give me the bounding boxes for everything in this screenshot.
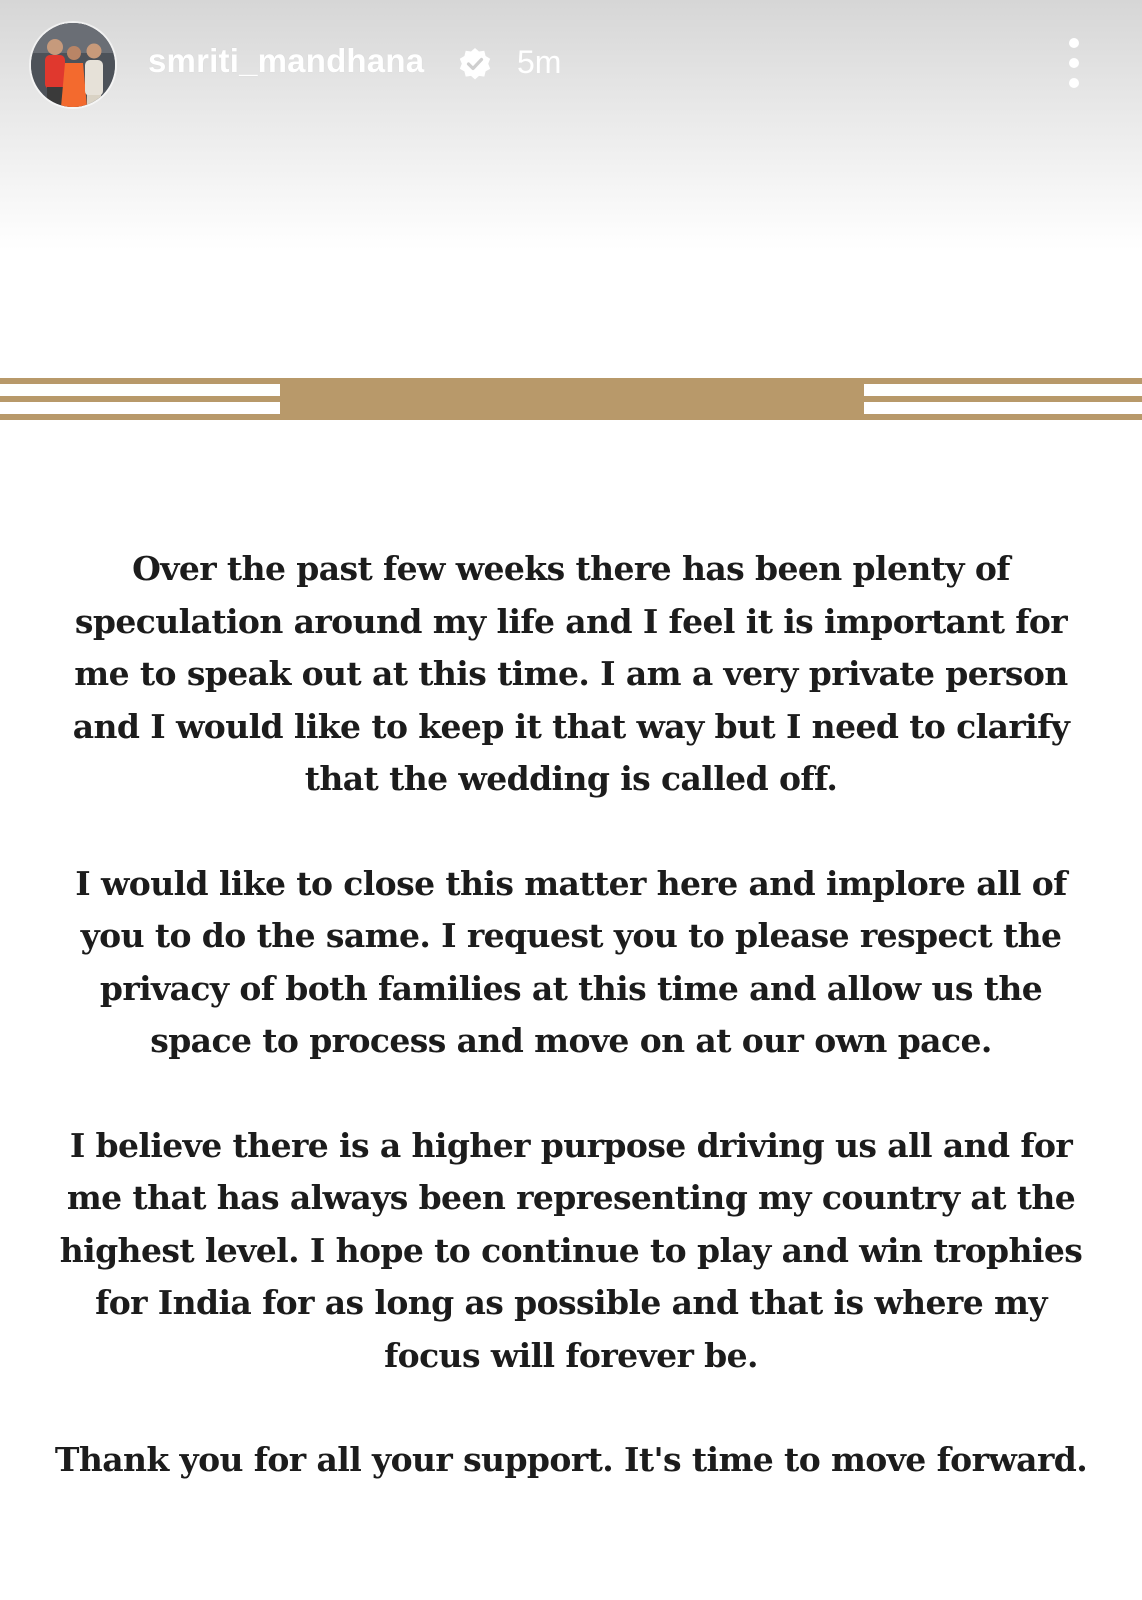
verified-badge-icon: [458, 47, 492, 81]
more-vertical-icon-dot: [1069, 38, 1079, 48]
statement-text: [50, 543, 1092, 1487]
avatar-photo: [31, 23, 115, 107]
statement-paragraph: Thank you for all your support. It's time to move forward.: [54, 1440, 1088, 1479]
more-options-button[interactable]: [1060, 38, 1088, 88]
profile-avatar[interactable]: [31, 23, 115, 107]
statement-paragraph: I would like to close this matter here and implore all of you to do the same. I request you to please respect the privacy of both families at this time and allow us the space to process and move on at our own pace.: [75, 863, 1067, 1060]
gold-divider: [0, 378, 1142, 420]
more-vertical-icon-dot: [1069, 58, 1079, 68]
username-link[interactable]: smriti_mandhana: [148, 42, 425, 79]
statement-paragraph: Over the past few weeks there has been plenty of speculation around my life and I feel it is important for me to speak out at this time. I am a very private person and I would like to keep it that way but I need to clarify that the wedding is called off.: [72, 549, 1070, 798]
post-timestamp: 5m: [517, 44, 562, 80]
story-header: [0, 0, 1142, 130]
statement-paragraph: I believe there is a higher purpose driving us all and for me that has always been representing my country at the highest level. I hope to continue to play and win trophies for India for as long as possible and that is where my focus will forever be.: [59, 1125, 1083, 1375]
more-vertical-icon-dot: [1069, 78, 1079, 88]
